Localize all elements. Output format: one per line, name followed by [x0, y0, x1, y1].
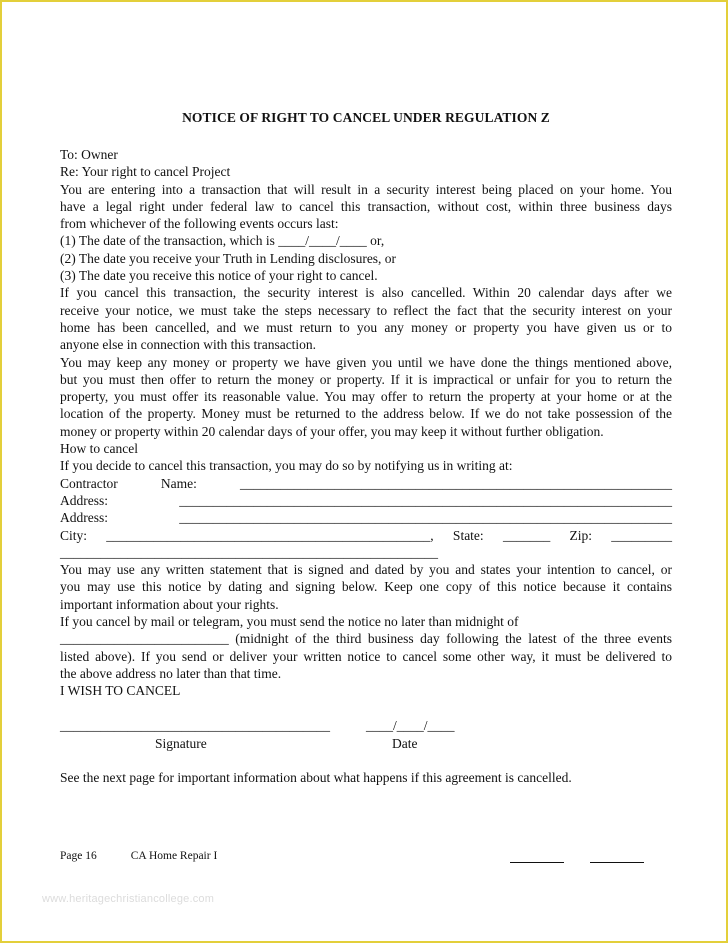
- document-title: NOTICE OF RIGHT TO CANCEL UNDER REGULATION Z: [182, 110, 550, 125]
- paragraph-line: If you cancel by mail or telegram, you must send the notice no later than midnight of: [60, 614, 519, 630]
- event-item-1: (1) The date of the transaction, which is ____/____/____ or,: [60, 233, 385, 249]
- paragraph-line: have a legal right under federal law to cancel this transaction, without cost, within three business days: [60, 198, 672, 214]
- paragraph-line: If you decide to cancel this transaction, you may do so by notifying us in writing at:: [60, 458, 513, 474]
- paragraph-line: home has been cancelled, and we must return to you any money or property you have given us or to: [60, 319, 672, 335]
- paragraph-line: anyone else in connection with this transaction.: [60, 337, 317, 353]
- document-body: [60, 146, 672, 700]
- watermark: www.heritagechristiancollege.com: [42, 893, 215, 905]
- to-line: To: Owner: [60, 147, 118, 162]
- paragraph-line: You may use any written statement that is signed and dated by you and states your intention to cancel, or: [60, 562, 672, 578]
- wish-to-cancel-heading: I WISH TO CANCEL: [60, 683, 181, 699]
- next-page-note: See the next page for important information about what happens if this agreement is cancelled.: [60, 770, 572, 785]
- page-footer: [60, 850, 217, 862]
- signature-label: Signature: [155, 736, 207, 751]
- paragraph-line: you may use this notice by dating and signing below. Keep one copy of this notice because it contains: [60, 579, 672, 595]
- page-number: Page 16: [60, 850, 97, 862]
- paragraph-line: You may keep any money or property we have given you until we have done the things mentioned above,: [60, 354, 672, 370]
- date-line: ____/____/____: [366, 718, 455, 733]
- how-to-cancel-heading: How to cancel: [60, 441, 138, 457]
- re-line: Re: Your right to cancel Project: [60, 164, 231, 180]
- event-item-2: (2) The date you receive your Truth in Lending disclosures, or: [60, 250, 397, 266]
- paragraph-line: important information about your rights.: [60, 596, 279, 612]
- paragraph-line: money or property within 20 calendar days of your offer, you may keep it without further obligation.: [60, 423, 604, 439]
- date-label: Date: [392, 736, 418, 751]
- document-name: CA Home Repair I: [130, 850, 218, 862]
- initial-line-2: [590, 862, 644, 863]
- paragraph-line: listed above). If you send or deliver your written notice to cancel some other way, it must be delivered to: [60, 648, 672, 664]
- paragraph-line: receive your notice, we must take the steps necessary to reflect the fact that the security interest on your: [60, 302, 672, 318]
- paragraph-line: property, you must offer its reasonable value. You may offer to return the property at your home or at the: [60, 389, 672, 405]
- address-field-2: Address: _________________________________________________________________________: [60, 510, 672, 526]
- event-item-3: (3) The date you receive this notice of your right to cancel.: [60, 268, 378, 284]
- signature-line: ________________________________________: [60, 718, 330, 733]
- initial-line-1: [510, 862, 564, 863]
- paragraph-line: location of the property. Money must be returned to the address below. If we do not take possession of the: [60, 406, 672, 422]
- midnight-date-field: _________________________ (midnight of the third business day following the latest of the three events: [60, 631, 672, 647]
- paragraph-line: but you must then offer to return the money or property. If it is impractical or unfair for you to return the: [60, 371, 672, 387]
- address-field-1: Address: _________________________________________________________________________: [60, 492, 672, 508]
- paragraph-line: If you cancel this transaction, the security interest is also cancelled. Within 20 calendar days after we: [60, 285, 672, 301]
- contractor-name-field: Contractor Name: ________________________________________________________________: [60, 475, 672, 491]
- paragraph-line: from whichever of the following events occurs last:: [60, 216, 339, 232]
- extra-address-line: ________________________________________________________: [60, 544, 438, 560]
- paragraph-line: the above address no later than that time.: [60, 665, 282, 681]
- city-state-zip-field: City: ________________________________________________, State: _______ Zip: _________: [60, 527, 672, 543]
- paragraph-line: You are entering into a transaction that will result in a security interest being placed on your home. You: [60, 181, 672, 197]
